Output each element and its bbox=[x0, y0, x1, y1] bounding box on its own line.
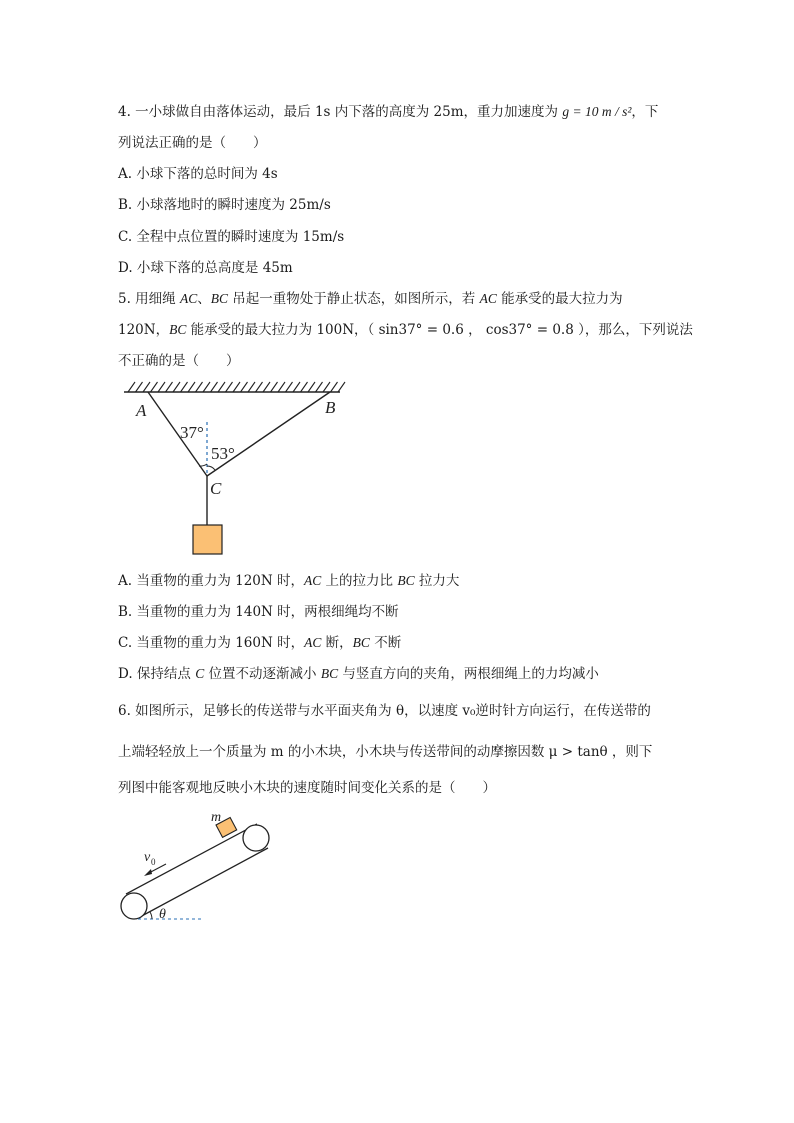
roller-bottom bbox=[121, 893, 147, 919]
q4-option-a: A. 小球下落的总时间为 4s bbox=[118, 166, 278, 182]
q5-stem-part: 120N， bbox=[118, 322, 170, 338]
weight-block bbox=[193, 525, 222, 554]
hatch-mark bbox=[211, 382, 218, 392]
q5-stem-part: 能承受的最大拉力为 bbox=[496, 291, 623, 307]
label-c: C bbox=[210, 479, 222, 498]
label-angle-37: 37° bbox=[180, 423, 204, 442]
q6-conveyor-figure bbox=[114, 806, 279, 928]
q4-stem-line2: 列说法正确的是（ ） bbox=[118, 135, 267, 151]
hatch-mark bbox=[143, 382, 150, 392]
q4-stem-text: 4. 一小球做自由落体运动，最后 1s 内下落的高度为 25m，重力加速度为 bbox=[118, 104, 563, 120]
q5-option-part: D. 保持结点 bbox=[118, 666, 196, 682]
hatch-mark bbox=[218, 382, 225, 392]
hatch-mark bbox=[233, 382, 240, 392]
roller-top bbox=[243, 825, 269, 851]
angle-arc-37 bbox=[199, 464, 207, 466]
label-m: m bbox=[211, 810, 222, 825]
q5-rope-bc: BC bbox=[352, 635, 370, 650]
hatch-mark bbox=[331, 382, 338, 392]
label-a: A bbox=[136, 401, 147, 420]
q5-rope-bc: BC bbox=[169, 322, 187, 337]
q5-option-part: 上的拉力比 bbox=[321, 573, 398, 589]
label-b: B bbox=[325, 398, 336, 417]
belt-bottom-line bbox=[138, 848, 268, 918]
q5-stem-line1 bbox=[118, 290, 623, 308]
q5-option-part: 拉力大 bbox=[414, 573, 460, 589]
hatch-mark bbox=[293, 382, 300, 392]
q5-option-part: 断， bbox=[321, 635, 353, 651]
q5-option-c bbox=[118, 634, 401, 652]
q5-stem-part: 能承受的最大拉力为 100N，（ sin37° = 0.6 ， cos37° = 0.8 ），那么，下列说法 bbox=[186, 322, 693, 338]
hatch-mark bbox=[136, 382, 143, 392]
hatch-mark bbox=[316, 382, 323, 392]
q5-option-part: C. 当重物的重力为 160N 时， bbox=[118, 635, 305, 651]
label-theta: θ bbox=[159, 907, 166, 922]
hatch-mark bbox=[196, 382, 203, 392]
q5-option-a bbox=[118, 572, 459, 590]
q4-gravity-formula: g = 10 m / s² bbox=[562, 104, 632, 119]
hatch-mark bbox=[226, 382, 233, 392]
q5-rope-ac: AC bbox=[304, 635, 322, 650]
q5-rope-bc: BC bbox=[210, 291, 228, 306]
hatch-mark bbox=[286, 382, 293, 392]
q5-option-b: B. 当重物的重力为 140N 时，两根细绳均不断 bbox=[118, 604, 399, 620]
q5-rope-ac: AC bbox=[179, 291, 198, 306]
q6-stem-line1: 6. 如图所示，足够长的传送带与水平面夹角为 θ，以速度 v₀逆时针方向运行，在传送带的 bbox=[118, 703, 651, 719]
velocity-arrow-head bbox=[144, 869, 152, 876]
hatch-mark bbox=[188, 382, 195, 392]
hatch-mark bbox=[263, 382, 270, 392]
hatch-mark bbox=[301, 382, 308, 392]
hatch-mark bbox=[271, 382, 278, 392]
q5-stem-part: 吊起一重物处于静止状态，如图所示，若 bbox=[228, 291, 480, 307]
q5-option-part: 与竖直方向的夹角，两根细绳上的力均减小 bbox=[338, 666, 599, 682]
q5-stem-line3: 不正确的是（ ） bbox=[118, 353, 240, 369]
hatch-mark bbox=[151, 382, 158, 392]
q4-stem-line1 bbox=[118, 103, 658, 121]
hatch-mark bbox=[323, 382, 330, 392]
q4-option-c: C. 全程中点位置的瞬时速度为 15m/s bbox=[118, 229, 345, 245]
q6-stem-line3: 列图中能客观地反映小木块的速度随时间变化关系的是（ ） bbox=[118, 780, 496, 796]
hatch-mark bbox=[203, 382, 210, 392]
angle-arc-theta bbox=[150, 912, 152, 919]
hatch-mark bbox=[248, 382, 255, 392]
rope-bc bbox=[207, 392, 330, 476]
ceiling-hatch bbox=[128, 382, 345, 392]
q4-option-b: B. 小球落地时的瞬时速度为 25m/s bbox=[118, 197, 331, 213]
hatch-mark bbox=[308, 382, 315, 392]
q5-stem-part: 、 bbox=[197, 291, 211, 307]
q5-point-c: C bbox=[195, 666, 205, 681]
q5-option-part: 位置不动逐渐减小 bbox=[204, 666, 321, 682]
hatch-mark bbox=[256, 382, 263, 392]
angle-arc-53 bbox=[207, 466, 215, 470]
q5-option-d bbox=[118, 665, 599, 683]
q5-stem-line2 bbox=[118, 321, 693, 339]
q5-rope-figure bbox=[118, 378, 348, 560]
hatch-mark bbox=[173, 382, 180, 392]
hatch-mark bbox=[241, 382, 248, 392]
hatch-mark bbox=[128, 382, 135, 392]
label-v: v bbox=[144, 850, 151, 865]
q5-rope-ac: AC bbox=[304, 573, 322, 588]
q5-rope-bc: BC bbox=[320, 666, 339, 681]
hatch-mark bbox=[278, 382, 285, 392]
hatch-mark bbox=[181, 382, 188, 392]
q5-option-part: 不断 bbox=[369, 635, 402, 651]
q5-option-part: A. 当重物的重力为 120N 时， bbox=[118, 573, 304, 589]
q6-stem-line2: 上端轻轻放上一个质量为 m 的小木块，小木块与传送带间的动摩擦因数 μ > tanθ ，则下 bbox=[118, 744, 653, 760]
label-angle-53: 53° bbox=[211, 444, 235, 463]
hatch-mark bbox=[338, 382, 345, 392]
label-v-subscript: 0 bbox=[151, 857, 156, 867]
q4-option-d: D. 小球下落的总高度是 45m bbox=[118, 260, 293, 276]
q5-stem-part: 5. 用细绳 bbox=[118, 291, 180, 307]
q5-rope-bc: BC bbox=[397, 573, 415, 588]
q4-stem-end: ，下 bbox=[631, 104, 659, 120]
hatch-mark bbox=[158, 382, 165, 392]
hatch-mark bbox=[166, 382, 173, 392]
q5-rope-ac: AC bbox=[479, 291, 497, 306]
